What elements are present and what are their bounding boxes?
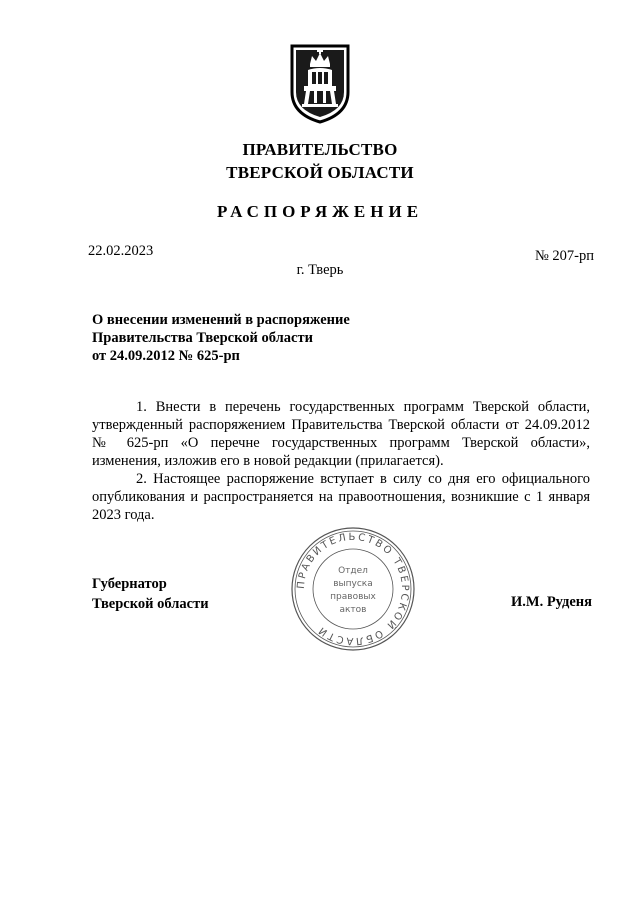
organization-name-line-2: ТВЕРСКОЙ ОБЛАСТИ (226, 163, 414, 182)
seal-center-line-1: Отдел (338, 566, 368, 576)
organization-name-line-1: ПРАВИТЕЛЬСТВО (242, 140, 398, 159)
seal-center-line-3: правовых (330, 592, 376, 602)
signer-title (92, 574, 209, 614)
coat-of-arms-icon (288, 42, 352, 126)
subject-line-2: Правительства Тверской области (92, 330, 313, 346)
signer-title-line-2: Тверской области (92, 596, 209, 612)
document-type-title: РАСПОРЯЖЕНИЕ (216, 202, 424, 221)
seal-ring-text: ПРАВИТЕЛЬСТВО ТВЕРСКОЙ ОБЛАСТИ (295, 531, 411, 647)
signer-title-line-1: Губернатор (92, 576, 167, 592)
document-subject (92, 311, 452, 365)
subject-line-3: от 24.09.2012 № 625-рп (92, 348, 240, 364)
document-number: № 207-рп (534, 248, 594, 264)
signer-name: И.М. Руденя (510, 594, 592, 610)
body-paragraph-1: 1. Внести в перечень государственных программ Тверской области, утвержденный распоряжением Правительства Тверской области от 24.09.2012 № 625-рп «О перечне государственных программ Тверской области», изменения, изложив его в новой редакции (прилагается). (92, 399, 590, 469)
subject-line-1: О внесении изменений в распоряжение (92, 312, 350, 328)
document-date: 22.02.2023 (88, 243, 154, 259)
seal-center-line-4: актов (339, 605, 367, 615)
seal-center-line-2: выпуска (333, 579, 373, 589)
official-seal-stamp (290, 526, 416, 652)
document-city: г. Тверь (296, 262, 344, 278)
body-paragraph-2: 2. Настоящее распоряжение вступает в силу со дня его официального опубликования и распространяется на правоотношения, возникшие с 1 января 2023 года. (92, 471, 590, 523)
